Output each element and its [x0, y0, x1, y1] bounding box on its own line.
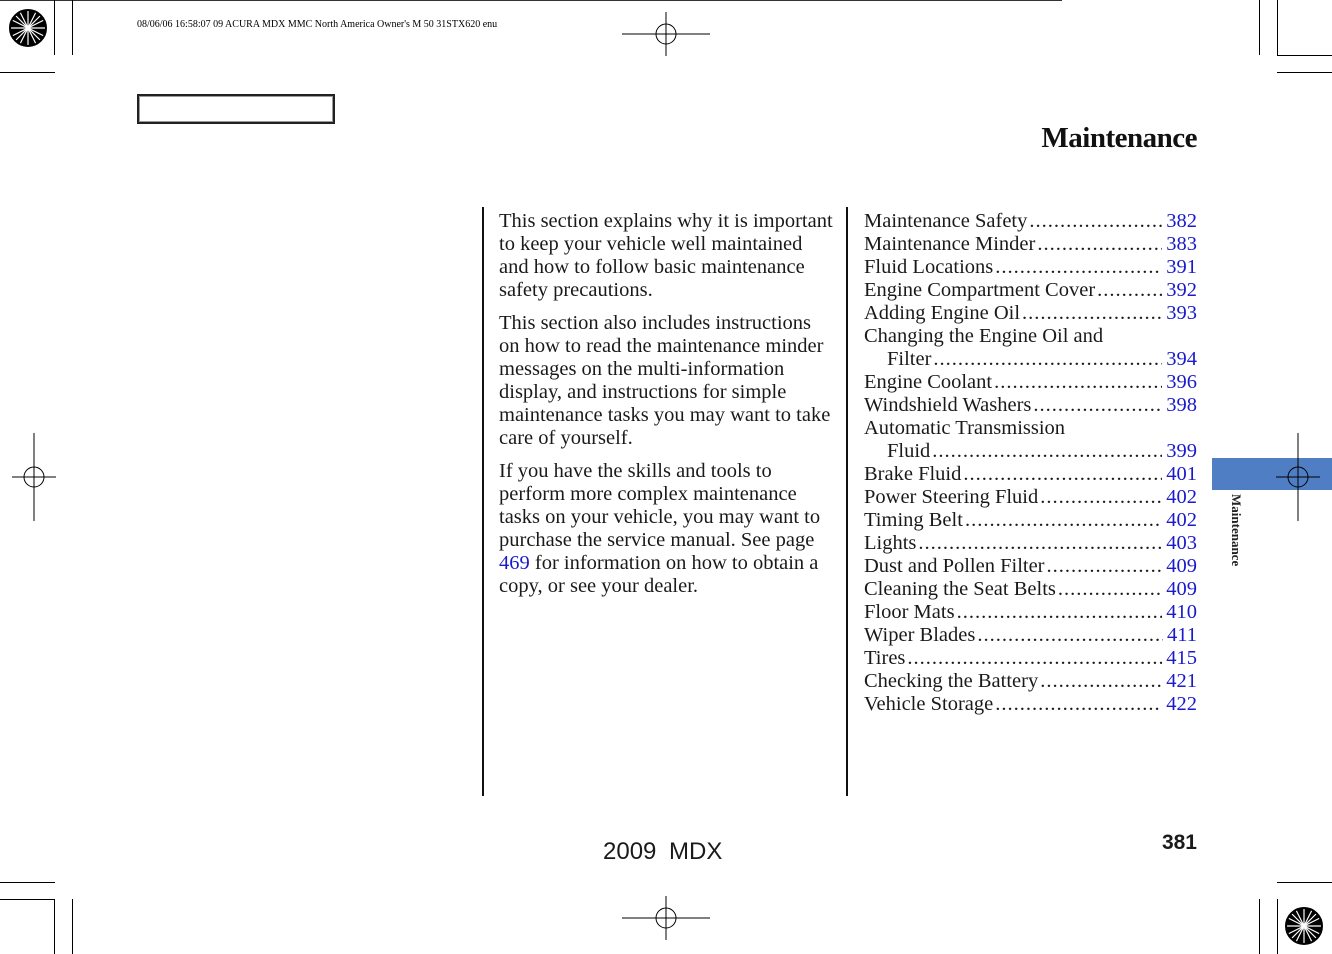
toc-entry-label: Power Steering Fluid [864, 486, 1039, 508]
title-rule [0, 0, 1062, 1]
toc-leader [1029, 210, 1162, 233]
toc-page-link[interactable]: 409 [1166, 578, 1197, 600]
toc-entry[interactable] [864, 279, 1197, 302]
toc-leader [1097, 279, 1162, 302]
toc-leader [963, 463, 1162, 486]
toc-page-link[interactable]: 401 [1166, 463, 1197, 485]
toc-entry-label: Floor Mats [864, 601, 955, 623]
toc-page-link[interactable]: 402 [1166, 486, 1197, 508]
toc-entry [864, 325, 1197, 348]
toc-entry[interactable] [864, 348, 1197, 371]
toc-entry[interactable] [864, 509, 1197, 532]
toc-entry[interactable] [864, 302, 1197, 325]
toc-page-link[interactable]: 392 [1166, 279, 1197, 301]
toc-page-link[interactable]: 398 [1166, 394, 1197, 416]
toc-entry[interactable] [864, 233, 1197, 256]
toc-leader [1047, 555, 1163, 578]
toc-entry[interactable] [864, 578, 1197, 601]
intro-paragraph: If you have the skills and tools to perform more complex maintenance tasks on your vehicle, you may want to purchase the service manual. See page 469 for information on how to obtain a copy, or see your dealer. [499, 460, 821, 597]
toc-leader [995, 256, 1162, 279]
toc-leader [1040, 670, 1162, 693]
toc-entry[interactable] [864, 555, 1197, 578]
toc-leader [957, 601, 1163, 624]
table-of-contents [864, 210, 1197, 716]
toc-entry[interactable] [864, 394, 1197, 417]
page-number: 381 [1161, 831, 1197, 854]
toc-page-link[interactable]: 422 [1166, 693, 1197, 715]
toc-entry[interactable] [864, 532, 1197, 555]
crosshair-icon [1276, 433, 1320, 521]
toc-page-link[interactable]: 410 [1166, 601, 1197, 623]
intro-text [499, 210, 834, 608]
toc-page-link[interactable]: 403 [1166, 532, 1197, 554]
toc-entry-label: Fluid Locations [864, 256, 994, 278]
intro-paragraph: This section also includes instructions on how to read the maintenance minder messages on the multi-information display, and instructions for simple maintenance tasks you may want to take care of yourself. [499, 312, 831, 449]
toc-page-link[interactable]: 421 [1166, 670, 1197, 692]
toc-entry-label: Fluid [887, 440, 931, 462]
toc-page-link[interactable]: 394 [1166, 348, 1197, 370]
toc-entry-label: Maintenance Safety [864, 210, 1028, 232]
toc-leader [1040, 486, 1162, 509]
section-box [137, 94, 335, 124]
toc-page-link[interactable]: 383 [1166, 233, 1197, 255]
toc-leader [977, 624, 1163, 647]
toc-page-link[interactable]: 402 [1166, 509, 1197, 531]
toc-entry-label: Brake Fluid [864, 463, 962, 485]
toc-leader [1037, 233, 1162, 256]
toc-leader [1022, 302, 1162, 325]
toc-page-link[interactable]: 399 [1166, 440, 1197, 462]
toc-entry[interactable] [864, 670, 1197, 693]
toc-entry[interactable] [864, 440, 1197, 463]
toc-page-link[interactable]: 409 [1166, 555, 1197, 577]
registration-wheel-icon [8, 8, 48, 48]
toc-entry[interactable] [864, 624, 1197, 647]
toc-leader [933, 348, 1162, 371]
toc-entry[interactable] [864, 371, 1197, 394]
toc-page-link[interactable]: 411 [1167, 624, 1197, 646]
toc-entry[interactable] [864, 256, 1197, 279]
toc-leader [918, 532, 1162, 555]
toc-entry-label: Engine Coolant [864, 371, 993, 393]
toc-leader [932, 440, 1162, 463]
toc-entry-label: Maintenance Minder [864, 233, 1036, 255]
toc-page-link[interactable]: 382 [1166, 210, 1197, 232]
toc-entry [864, 417, 1197, 440]
print-header: 08/06/06 16:58:07 09 ACURA MDX MMC North America Owner's M 50 31STX620 enu [137, 19, 498, 30]
page-title: Maintenance [1041, 122, 1197, 154]
toc-entry-label: Vehicle Storage [864, 693, 994, 715]
crosshair-icon [12, 433, 56, 521]
toc-entry[interactable] [864, 210, 1197, 233]
toc-entry-label: Wiper Blades [864, 624, 976, 646]
toc-entry-label: Filter [887, 348, 932, 370]
toc-entry-label: Checking the Battery [864, 670, 1039, 692]
toc-entry-label: Dust and Pollen Filter [864, 555, 1045, 577]
toc-leader [995, 693, 1162, 716]
toc-entry-label: Changing the Engine Oil and [864, 325, 1104, 347]
toc-entry[interactable] [864, 693, 1197, 716]
page-link[interactable]: 469 [499, 552, 530, 574]
toc-entry[interactable] [864, 647, 1197, 670]
toc-page-link[interactable]: 391 [1166, 256, 1197, 278]
toc-entry-label: Adding Engine Oil [864, 302, 1021, 324]
intro-paragraph: This section explains why it is important to keep your vehicle well maintained and how to follow basic maintenance safety precautions. [499, 210, 833, 301]
toc-leader [1033, 394, 1162, 417]
toc-leader [1058, 578, 1162, 601]
toc-entry[interactable] [864, 601, 1197, 624]
column-divider [482, 207, 484, 796]
toc-leader [965, 509, 1162, 532]
toc-entry-label: Timing Belt [864, 509, 963, 531]
side-tab-label: Maintenance [1229, 494, 1244, 567]
crosshair-icon [622, 896, 710, 940]
toc-leader [994, 371, 1162, 394]
registration-wheel-icon [1284, 906, 1324, 946]
toc-entry-label: Tires [864, 647, 906, 669]
toc-leader [907, 647, 1162, 670]
toc-entry-label: Cleaning the Seat Belts [864, 578, 1056, 600]
toc-entry-label: Windshield Washers [864, 394, 1032, 416]
toc-page-link[interactable]: 393 [1166, 302, 1197, 324]
crosshair-icon [622, 12, 710, 56]
toc-entry-label: Lights [864, 532, 917, 554]
column-divider [846, 207, 848, 796]
toc-entry-label: Engine Compartment Cover [864, 279, 1096, 301]
toc-page-link[interactable]: 415 [1166, 647, 1197, 669]
toc-entry[interactable] [864, 486, 1197, 509]
toc-page-link[interactable]: 396 [1166, 371, 1197, 393]
toc-entry[interactable] [864, 463, 1197, 486]
toc-entry-label: Automatic Transmission [864, 417, 1066, 439]
footer-model: 2009 MDX [603, 838, 723, 865]
